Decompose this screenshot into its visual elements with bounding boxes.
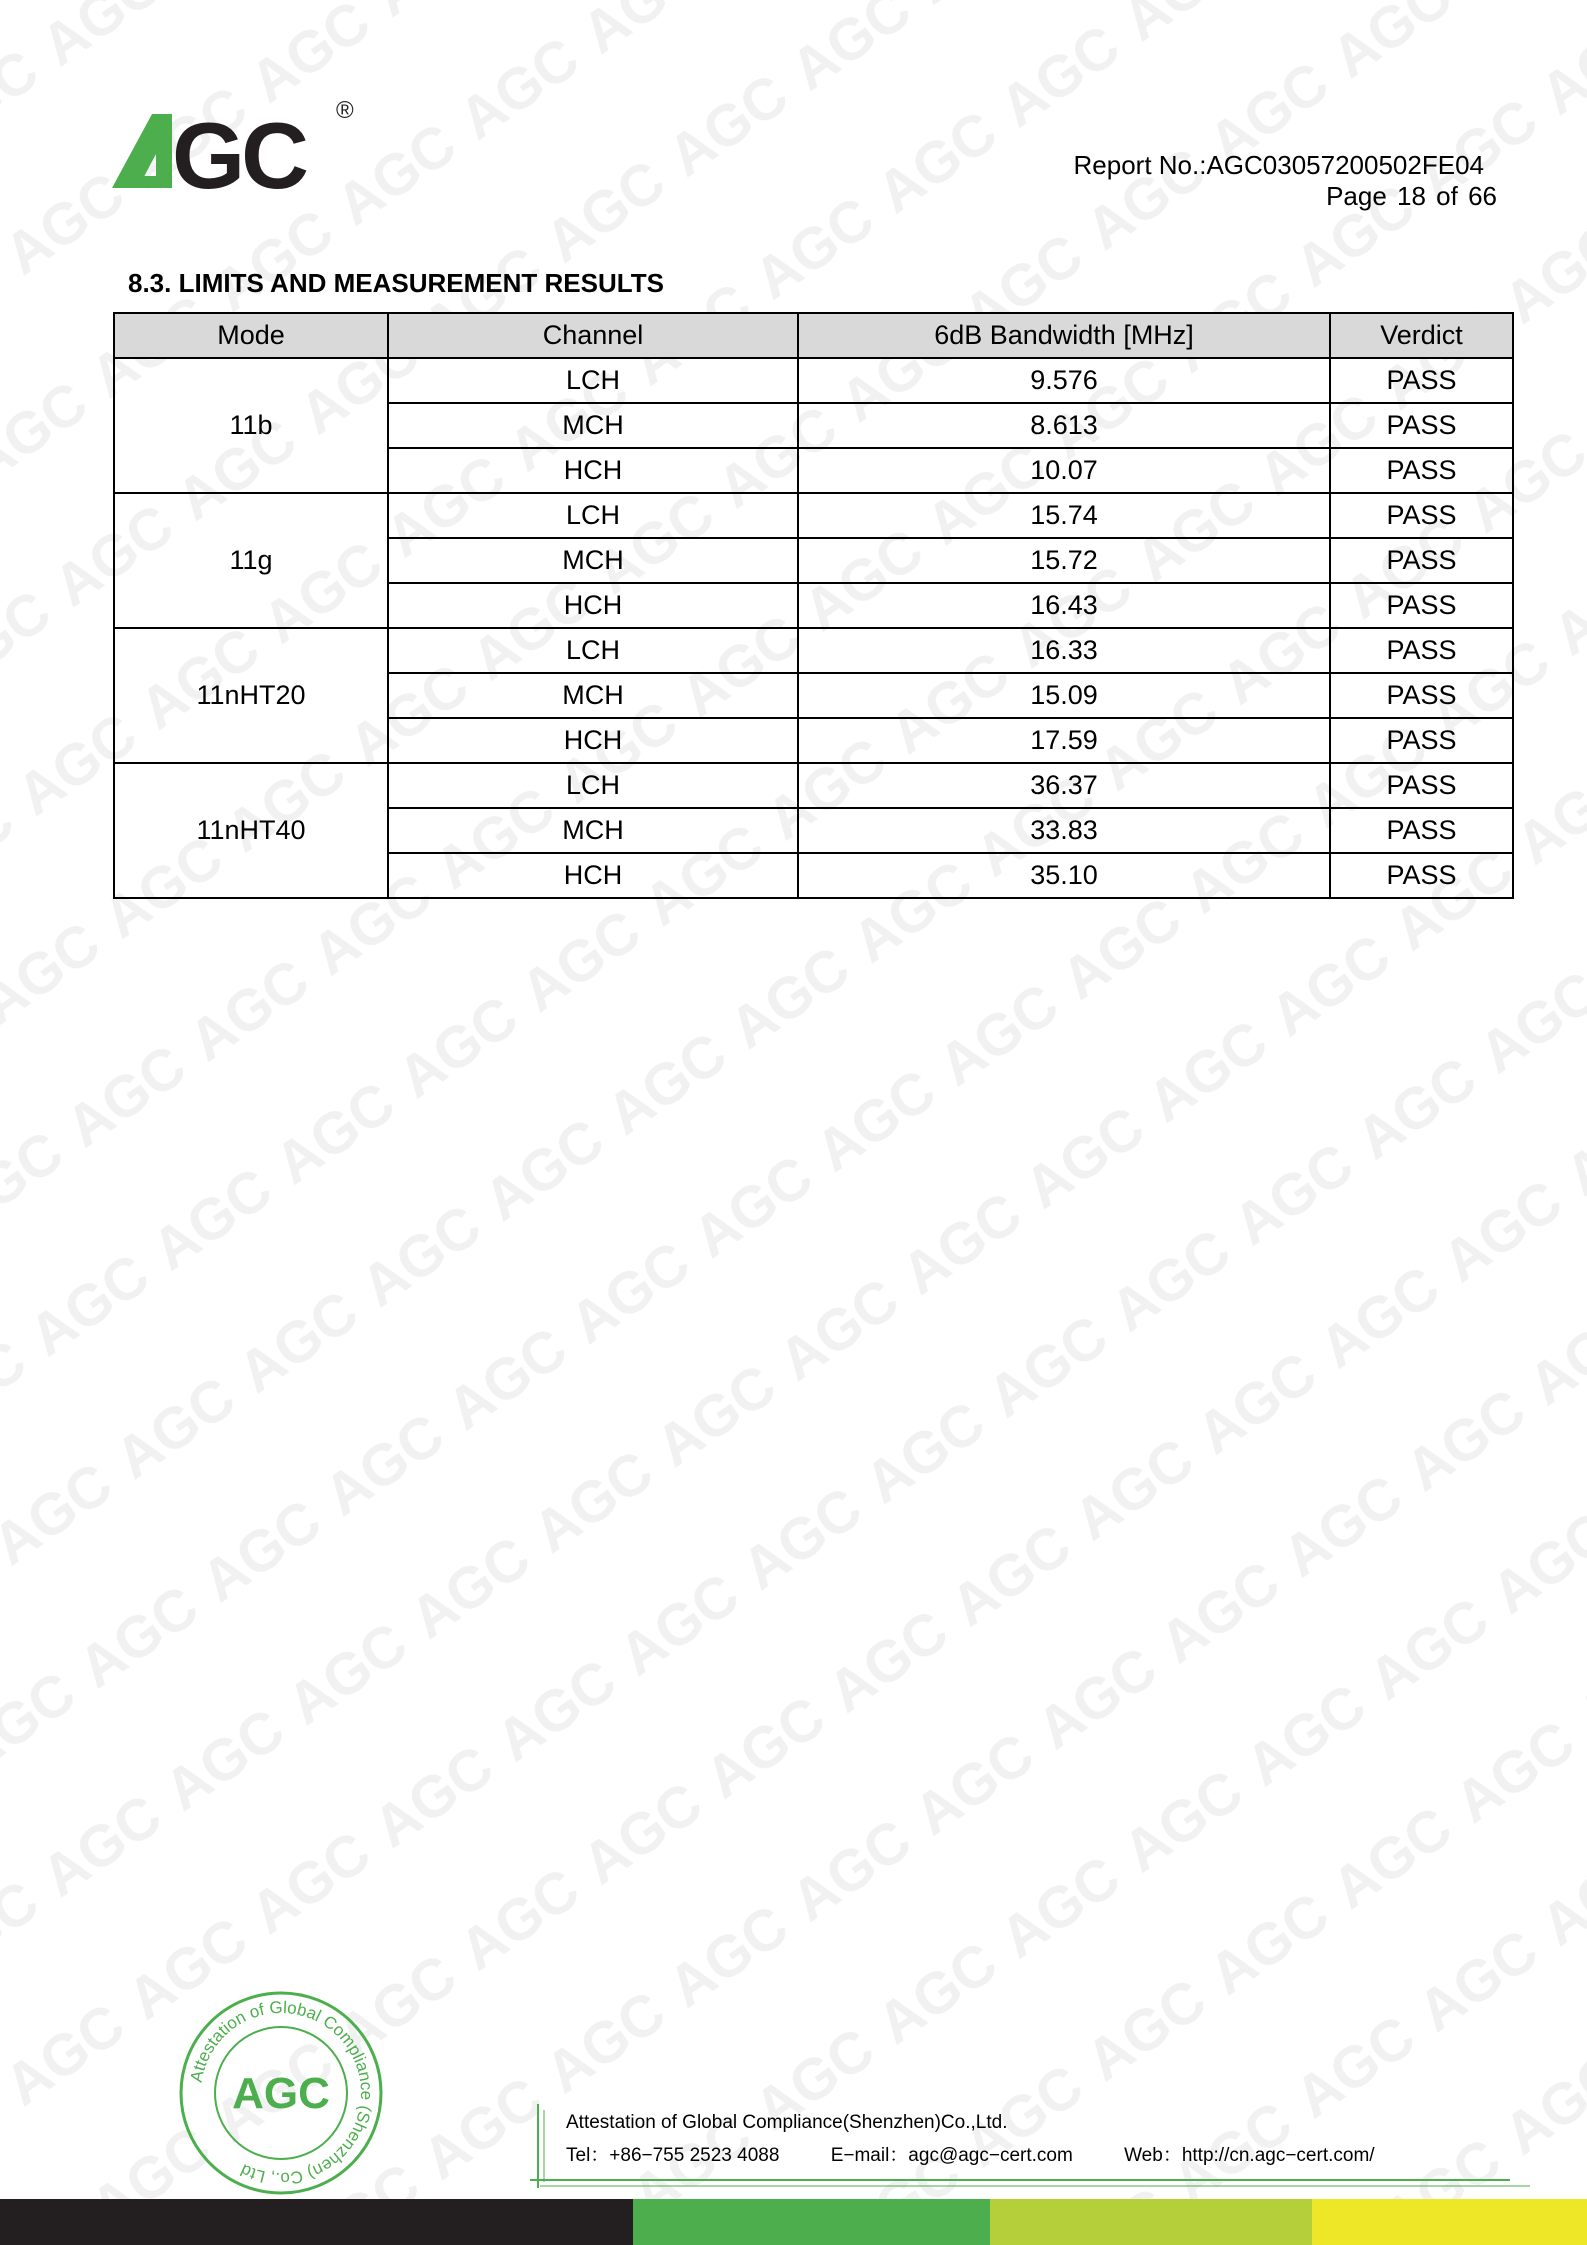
table-header-row	[114, 313, 1513, 358]
verdict-cell: PASS	[1330, 673, 1513, 718]
mode-cell: 11nHT40	[114, 763, 388, 898]
bandwidth-cell: 16.43	[798, 583, 1330, 628]
company-seal-stamp	[178, 1990, 384, 2196]
header-channel: Channel	[388, 313, 798, 358]
verdict-cell: PASS	[1330, 628, 1513, 673]
verdict-cell: PASS	[1330, 718, 1513, 763]
bar-segment-yellow	[1312, 2199, 1587, 2245]
channel-cell: LCH	[388, 628, 798, 673]
verdict-cell: PASS	[1330, 538, 1513, 583]
header-mode: Mode	[114, 313, 388, 358]
bandwidth-cell: 15.09	[798, 673, 1330, 718]
channel-cell: LCH	[388, 358, 798, 403]
channel-cell: MCH	[388, 808, 798, 853]
bandwidth-cell: 15.72	[798, 538, 1330, 583]
table-row	[114, 763, 1513, 808]
footer-email: E−mail：agc@agc−cert.com	[830, 2145, 1073, 2166]
footer-web: Web：http://cn.agc−cert.com/	[1124, 2145, 1375, 2166]
bandwidth-results-table	[113, 312, 1514, 899]
mode-cell: 11b	[114, 358, 388, 493]
channel-cell: HCH	[388, 448, 798, 493]
channel-cell: LCH	[388, 493, 798, 538]
bandwidth-cell: 10.07	[798, 448, 1330, 493]
bar-segment-green	[633, 2199, 990, 2245]
bar-segment-dark	[0, 2199, 633, 2245]
mode-cell: 11g	[114, 493, 388, 628]
verdict-cell: PASS	[1330, 763, 1513, 808]
bandwidth-cell: 15.74	[798, 493, 1330, 538]
verdict-cell: PASS	[1330, 853, 1513, 898]
verdict-cell: PASS	[1330, 583, 1513, 628]
footer-contact	[566, 2140, 1421, 2167]
bandwidth-cell: 16.33	[798, 628, 1330, 673]
verdict-cell: PASS	[1330, 358, 1513, 403]
header-verdict: Verdict	[1330, 313, 1513, 358]
channel-cell: MCH	[388, 403, 798, 448]
bandwidth-cell: 35.10	[798, 853, 1330, 898]
report-number: Report No.:AGC03057200502FE04	[1073, 150, 1484, 180]
page-number: Page 18 of 66	[1326, 181, 1497, 211]
channel-cell: HCH	[388, 583, 798, 628]
channel-cell: MCH	[388, 673, 798, 718]
bandwidth-cell: 36.37	[798, 763, 1330, 808]
verdict-cell: PASS	[1330, 403, 1513, 448]
footer-color-bar	[0, 2199, 1587, 2245]
verdict-cell: PASS	[1330, 493, 1513, 538]
channel-cell: HCH	[388, 718, 798, 763]
bandwidth-cell: 9.576	[798, 358, 1330, 403]
footer-company-name: Attestation of Global Compliance(Shenzhen)Co.,Ltd.	[566, 2112, 1008, 2133]
svg-text:GC: GC	[172, 103, 305, 194]
verdict-cell: PASS	[1330, 808, 1513, 853]
bar-segment-lime	[990, 2199, 1312, 2245]
bandwidth-cell: 8.613	[798, 403, 1330, 448]
registered-mark: ®	[336, 97, 354, 124]
verdict-cell: PASS	[1330, 448, 1513, 493]
channel-cell: LCH	[388, 763, 798, 808]
bandwidth-cell: 17.59	[798, 718, 1330, 763]
table-row	[114, 628, 1513, 673]
svg-text:Attestation of Global Complian: Attestation of Global Compliance (Shenzhen) Co., Ltd	[186, 1997, 377, 2189]
channel-cell: HCH	[388, 853, 798, 898]
bandwidth-cell: 33.83	[798, 808, 1330, 853]
agc-logo	[112, 96, 362, 194]
svg-text:AGC: AGC	[232, 2069, 330, 2118]
table-row	[114, 358, 1513, 403]
footer-tel: Tel：+86−755 2523 4088	[566, 2145, 780, 2166]
mode-cell: 11nHT20	[114, 628, 388, 763]
header-bandwidth: 6dB Bandwidth [MHz]	[798, 313, 1330, 358]
channel-cell: MCH	[388, 538, 798, 583]
section-title: 8.3. LIMITS AND MEASUREMENT RESULTS	[128, 268, 664, 298]
table-row	[114, 493, 1513, 538]
